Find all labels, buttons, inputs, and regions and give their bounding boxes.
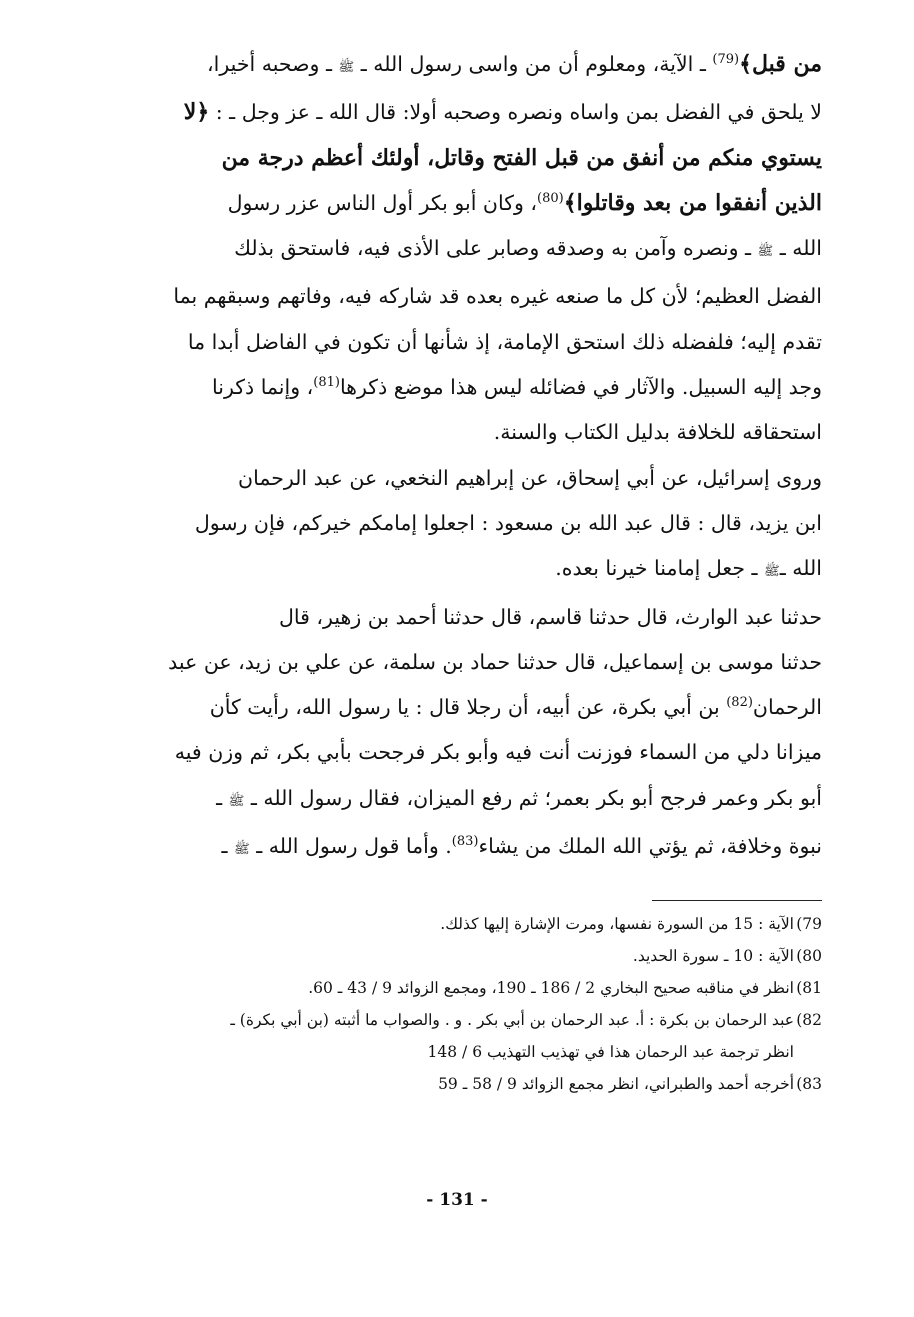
text-run: أبو بكر وعمر فرجح أبو بكر بعمر؛ ثم رفع الميزان، فقال رسول الله ـ xyxy=(244,785,822,810)
text-run: وروى إسرائيل، عن أبي إسحاق، عن إبراهيم النخعي، عن عبد الرحمان xyxy=(238,465,822,490)
text-line xyxy=(92,42,822,90)
text-run: ابن يزيد، قال : قال عبد الله بن مسعود : اجعلوا إمامكم خيركم، فإن رسول xyxy=(194,510,822,535)
footnote-ref: (81) xyxy=(313,375,340,391)
salutation-glyph: ﷺ xyxy=(764,564,780,580)
footnote xyxy=(92,1068,822,1100)
text-run: ـ الآية، ومعلوم أن من واسى رسول الله ـ xyxy=(354,52,713,76)
footnote xyxy=(92,908,822,940)
text-run: ، وإنما ذكرنا xyxy=(212,375,314,400)
text-line xyxy=(92,136,822,181)
salutation-glyph: ﷺ xyxy=(338,60,355,75)
footnote-ref: (79) xyxy=(712,52,740,68)
quran-verse: من قبل﴾ xyxy=(739,51,822,77)
text-run: تقدم إليه؛ فلفضله ذلك استحق الإمامة، إذ شأنها أن تكون في الفاضل أبدا ما xyxy=(187,329,822,354)
footnote-text: الآية : 10 ـ سورة الحديد. xyxy=(632,947,794,965)
footnote-number: 80) xyxy=(796,947,822,965)
text-run: ميزانا دلي من السماء فوزنت أنت فيه وأبو بكر فرجحت بأبي بكر، ثم وزن فيه xyxy=(174,740,822,765)
text-run: استحقاقه للخلافة بدليل الكتاب والسنة. xyxy=(493,420,822,445)
text-run: ـ وصحبه أخيرا، xyxy=(207,52,339,76)
text-run: حدثنا عبد الوارث، قال حدثنا قاسم، قال حدثنا أحمد بن زهير، قال xyxy=(278,604,822,629)
footnote-number: 82) xyxy=(796,1011,822,1029)
footnote-ref: (82) xyxy=(726,695,753,711)
quran-verse: ﴿لا xyxy=(183,99,210,126)
text-run: ، وكان أبو بكر أول الناس عزر رسول xyxy=(227,190,538,215)
text-line xyxy=(92,546,822,594)
text-line xyxy=(92,595,822,640)
text-line xyxy=(92,685,822,730)
text-line xyxy=(92,640,822,685)
footnote-text: عبد الرحمان بن بكرة : أ. عبد الرحمان بن أبي بكر . و . والصواب ما أثبته (بن أبي بكرة) ـ xyxy=(230,1011,794,1029)
text-line xyxy=(92,226,822,274)
main-text xyxy=(92,42,822,872)
text-run: الله ـ xyxy=(773,236,822,261)
footnote-number: 83) xyxy=(796,1075,822,1093)
text-run: وجد إليه السبيل. والآثار في فضائله ليس هذا موضع ذكرها xyxy=(339,375,822,400)
text-line xyxy=(92,501,822,546)
text-line xyxy=(92,776,822,824)
text-line xyxy=(92,456,822,501)
footnote-ref: (80) xyxy=(537,191,564,207)
text-line xyxy=(92,274,822,319)
footnote-text: انظر في مناقبه صحيح البخاري 2 / 186 ـ 190، ومجمع الزوائد 9 / 43 ـ 60. xyxy=(308,979,794,997)
footnote xyxy=(92,1004,822,1036)
page-number: - 131 - xyxy=(426,1190,488,1210)
footnote-separator xyxy=(652,900,822,901)
quran-verse: يستوي منكم من أنفق من قبل الفتح وقاتل، أولئك أعظم درجة من xyxy=(221,144,822,171)
text-line xyxy=(92,824,822,872)
footnotes xyxy=(92,908,822,1100)
footnote xyxy=(92,940,822,972)
text-run: ـ xyxy=(221,834,235,859)
quran-verse: الذين أنفقوا من بعد وقاتلوا﴾ xyxy=(563,189,822,216)
text-run: الرحمان xyxy=(752,695,822,720)
footnote-ref: (83) xyxy=(451,834,479,850)
salutation-glyph: ﷺ xyxy=(234,842,250,858)
text-run: حدثنا موسى بن إسماعيل، قال حدثنا حماد بن سلمة، عن علي بن زيد، عن عبد xyxy=(168,649,822,674)
salutation-glyph: ﷺ xyxy=(757,244,774,260)
text-line xyxy=(92,181,822,226)
page-body xyxy=(92,42,822,872)
salutation-glyph: ﷺ xyxy=(228,793,245,809)
text-run: ـ ونصره وآمن به وصدقه وصابر على الأذى فيه، فاستحق بذلك xyxy=(234,236,758,261)
text-run: . وأما قول رسول الله ـ xyxy=(249,834,452,859)
footnote-text: الآية : 15 من السورة نفسها، ومرت الإشارة إليها كذلك. xyxy=(440,915,794,933)
text-line xyxy=(92,320,822,365)
text-run: ـ جعل إمامنا خيرنا بعده. xyxy=(555,556,765,581)
text-line xyxy=(92,730,822,775)
text-line xyxy=(92,365,822,410)
footnote-text: أخرجه أحمد والطبراني، انظر مجمع الزوائد 9 / 58 ـ 59 xyxy=(438,1075,794,1093)
text-line xyxy=(92,90,822,135)
text-run: لا يلحق في الفضل بمن واساه ونصره وصحبه أولا: قال الله ـ عز وجل ـ : xyxy=(209,100,822,125)
text-line xyxy=(92,410,822,455)
footnote-number: 79) xyxy=(796,915,822,933)
footnote-number: 81) xyxy=(796,979,822,997)
footnote-continuation: انظر ترجمة عبد الرحمان هذا في تهذيب التهذيب 6 / 148 xyxy=(427,1043,794,1061)
footnote xyxy=(92,972,822,1004)
text-run: بن أبي بكرة، عن أبيه، أن رجلا قال : يا رسول الله، رأيت كأن xyxy=(209,695,727,720)
text-run: نبوة وخلافة، ثم يؤتي الله الملك من يشاء xyxy=(478,834,822,859)
text-run: الفضل العظيم؛ لأن كل ما صنعه غيره بعده قد شاركه فيه، وفاتهم وسبقهم بما xyxy=(173,284,822,309)
text-run: ـ xyxy=(216,785,229,810)
text-run: الله ـ xyxy=(779,556,822,581)
